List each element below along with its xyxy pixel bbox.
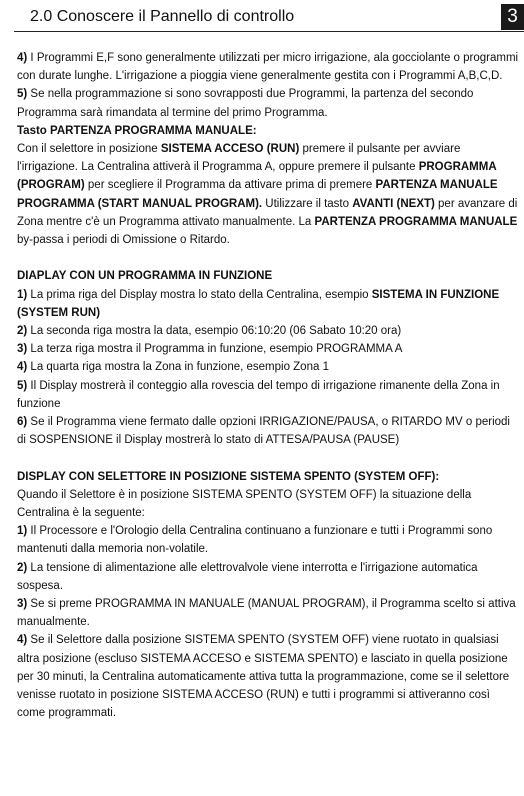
paragraph-text: Se nella programmazione si sono sovrapposti due Programmi, la partenza del secondo Programma sarà rimandata al termine del primo Programma. — [17, 88, 474, 119]
manual-start-paragraph: Con il selettore in posizione SISTEMA ACCESO (RUN) premere il pulsante per avviare l'irrigazione. La Centralina attiverà il Programma A, oppure premere il pulsante PROGRAMMA (PROGRAM) per scegliere il Programma da attivare prima di premere PARTENZA MANUALE PROGRAMMA (START MANUAL PROGRAM). Utilizzare il tasto AVANTI (NEXT) per avanzare di Zona mentre c'è un Programma attivato manualmente. La PARTENZA PROGRAMMA MANUALE by-passa i periodi di Omissione o Ritardo. — [17, 143, 518, 247]
page-header — [14, 4, 524, 32]
list-item: 4) La quarta riga mostra la Zona in funzione, esempio Zona 1 — [17, 361, 329, 374]
spacer — [17, 249, 520, 267]
list-item: 6) Se il Programma viene fermato dalle opzioni IRRIGAZIONE/PAUSA, o RITARDO MV o periodi di SOSPENSIONE il Display mostrerà lo stato di ATTESA/PAUSA (PAUSE) — [17, 416, 510, 447]
display-running-heading: DIAPLAY CON UN PROGRAMMA IN FUNZIONE — [17, 270, 273, 283]
list-item: 4) Se il Selettore dalla posizione SISTEMA SPENTO (SYSTEM OFF) viene ruotato in qualsiasi altra posizione (escluso SISTEMA ACCESO e SISTEMA SPENTO) e lasciato in quella posizione per 30 minuti, la Centralina automaticamente attiva tutta la programmazione, come se il selettore venisse ruotato in posizione SISTEMA ACCESO (RUN) e tutti i programmi si attiveranno così come programmati. — [17, 634, 510, 720]
list-item: 1) La prima riga del Display mostra lo stato della Centralina, esempio SISTEMA IN FUNZIONE (SYSTEM RUN) — [17, 288, 500, 319]
paragraph-text: I Programmi E,F sono generalmente utilizzati per micro irrigazione, ala gocciolante o programmi con durate lunghe. L'irrigazione a pioggia viene generalmente gestita con i Programmi A,B,C,D. — [17, 52, 519, 83]
display-off-heading: DISPLAY CON SELETTORE IN POSIZIONE SISTEMA SPENTO (SYSTEM OFF): — [17, 470, 440, 483]
document-body — [17, 49, 520, 722]
paragraph-program-ef — [17, 49, 520, 85]
spacer — [17, 449, 520, 467]
list-item: 1) Il Processore e l'Orologio della Centralina continuano a funzionare e tutti i Programmi sono mantenuti dalla memoria non-volatile. — [17, 525, 493, 556]
list-item: 3) Se si preme PROGRAMMA IN MANUALE (MANUAL PROGRAM), il Programma scelto si attiva manualmente. — [17, 598, 516, 629]
manual-start-heading: Tasto PARTENZA PROGRAMMA MANUALE: — [17, 124, 257, 137]
list-number: 4) — [17, 52, 28, 64]
list-item: 2) La tensione di alimentazione alle elettrovalvole viene interrotta e l'irrigazione automatica sospesa. — [17, 561, 478, 592]
section-title: 2.0 Conoscere il Pannello di controllo — [30, 8, 295, 25]
paragraph-overlap — [17, 85, 520, 121]
list-item: 5) Il Display mostrerà il conteggio alla rovescia del tempo di irrigazione rimanente della Zona in funzione — [17, 379, 500, 410]
list-item: 3) La terza riga mostra il Programma in funzione, esempio PROGRAMMA A — [17, 343, 403, 356]
list-number: 5) — [17, 88, 28, 101]
list-item: 2) La seconda riga mostra la data, esempio 06:10:20 (06 Sabato 10:20 ora) — [17, 325, 402, 338]
display-off-intro: Quando il Selettore è in posizione SISTEMA SPENTO (SYSTEM OFF) la situazione della Centralina è la seguente: — [17, 488, 472, 520]
page-number-badge: 3 — [501, 4, 524, 30]
